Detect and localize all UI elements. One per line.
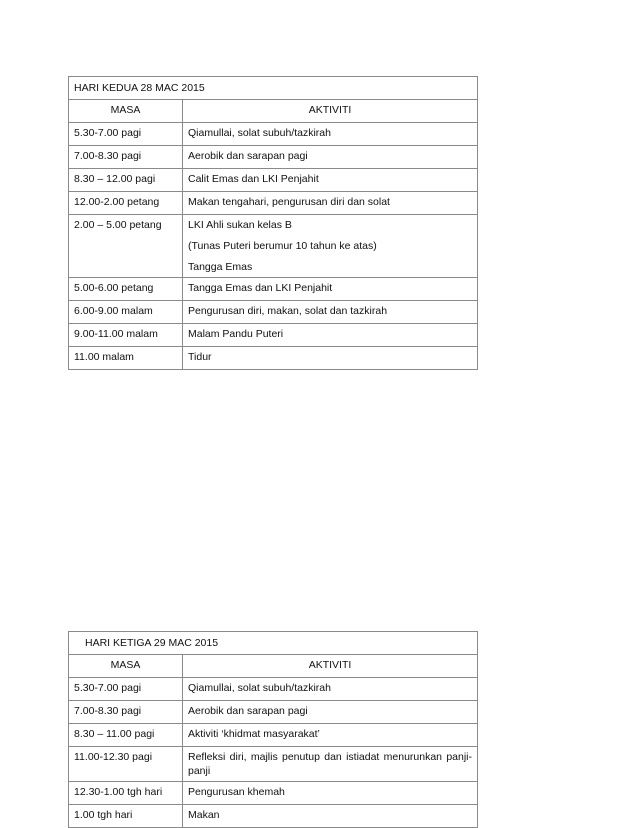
table-row — [69, 805, 478, 828]
activity-cell: Qiamullai, solat subuh/tazkirah — [183, 678, 478, 701]
time-cell: 8.30 – 12.00 pagi — [69, 169, 183, 192]
column-header-aktiviti: AKTIVITI — [183, 655, 478, 678]
activity-cell: Makan — [183, 805, 478, 828]
time-cell: 11.00 malam — [69, 347, 183, 370]
table-row — [69, 701, 478, 724]
table-row — [69, 169, 478, 192]
time-cell: 6.00-9.00 malam — [69, 301, 183, 324]
column-header-masa: MASA — [69, 100, 183, 123]
table-title: HARI KEDUA 28 MAC 2015 — [69, 77, 478, 100]
table-title-row — [69, 77, 478, 100]
table-row — [69, 678, 478, 701]
column-header-masa: MASA — [69, 655, 183, 678]
table-header-row — [69, 100, 478, 123]
table-row — [69, 123, 478, 146]
table-row — [69, 215, 478, 278]
column-header-aktiviti: AKTIVITI — [183, 100, 478, 123]
schedule-table-day2 — [68, 76, 478, 370]
activity-cell: Makan tengahari, pengurusan diri dan solat — [183, 192, 478, 215]
activity-cell: Pengurusan diri, makan, solat dan tazkirah — [183, 301, 478, 324]
table-header-row — [69, 655, 478, 678]
activity-line: LKI Ahli sukan kelas B — [188, 219, 292, 231]
table-row — [69, 747, 478, 782]
table-row — [69, 146, 478, 169]
activity-line: Tangga Emas — [188, 261, 253, 273]
time-cell: 5.30-7.00 pagi — [69, 123, 183, 146]
table-row — [69, 192, 478, 215]
activity-cell: Tidur — [183, 347, 478, 370]
time-cell: 5.30-7.00 pagi — [69, 678, 183, 701]
table-title: HARI KETIGA 29 MAC 2015 — [69, 632, 478, 655]
table-row — [69, 301, 478, 324]
time-cell: 12.00-2.00 petang — [69, 192, 183, 215]
table-row — [69, 782, 478, 805]
time-cell: 7.00-8.30 pagi — [69, 146, 183, 169]
activity-line: (Tunas Puteri berumur 10 tahun ke atas) — [188, 240, 377, 252]
activity-cell: Aerobik dan sarapan pagi — [183, 701, 478, 724]
time-cell: 12.30-1.00 tgh hari — [69, 782, 183, 805]
time-cell: 8.30 – 11.00 pagi — [69, 724, 183, 747]
time-cell: 5.00-6.00 petang — [69, 278, 183, 301]
time-cell: 7.00-8.30 pagi — [69, 701, 183, 724]
activity-cell: Tangga Emas dan LKI Penjahit — [183, 278, 478, 301]
table-row — [69, 324, 478, 347]
activity-cell: Qiamullai, solat subuh/tazkirah — [183, 123, 478, 146]
activity-cell: Calit Emas dan LKI Penjahit — [183, 169, 478, 192]
activity-cell: Aktiviti ‘khidmat masyarakat’ — [183, 724, 478, 747]
table-row — [69, 724, 478, 747]
schedule-table-day3 — [68, 631, 478, 828]
table-row — [69, 347, 478, 370]
activity-cell: Refleksi diri, majlis penutup dan istiadat menurunkan panji-panji — [183, 747, 478, 782]
time-cell: 11.00-12.30 pagi — [69, 747, 183, 782]
time-cell: 1.00 tgh hari — [69, 805, 183, 828]
table-title-row — [69, 632, 478, 655]
activity-cell: Pengurusan khemah — [183, 782, 478, 805]
activity-cell: Malam Pandu Puteri — [183, 324, 478, 347]
activity-cell — [183, 215, 478, 278]
table-row — [69, 278, 478, 301]
activity-cell: Aerobik dan sarapan pagi — [183, 146, 478, 169]
time-cell: 9.00-11.00 malam — [69, 324, 183, 347]
time-cell: 2.00 – 5.00 petang — [69, 215, 183, 278]
